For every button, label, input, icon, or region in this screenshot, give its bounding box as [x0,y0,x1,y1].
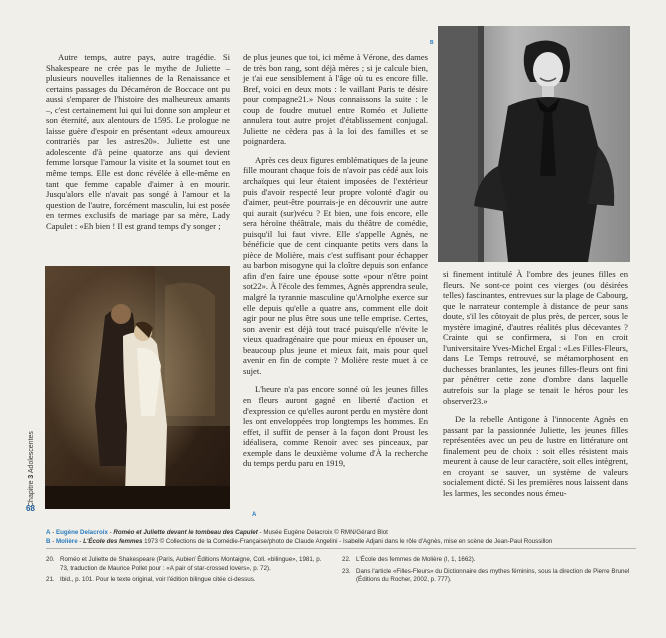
photo-image [438,26,630,262]
figure-captions [46,528,636,546]
footnote: 21. Ibid., p. 101. Pour le texte original, voir l'édition bilingue citée ci-dessus. [46,576,256,584]
figure-a-marker: A [252,512,257,518]
paragraph: Autre temps, autre pays, autre tragédie. Si Shakespeare ne crée pas le mythe de Juliette – plusieurs nouvelles italiennes de la Renaissance et certains passages du Décaméron de Boccace ont pu aussi s'emparer de l'histoire des malheureux amants –, c'est certainement lui qui lui donne son ampleur et son éternité, aux alentours de 1595. Le prologue ne laisse guère d'espoir en présentant «deux amoureux contrariés par les astres20». Juliette est une adolescente d'à peine quatorze ans qui devient femme lorsque l'amour la visite et la soumet tout en même temps. Elle est donc révélée à elle-même en tant que femme capable d'aimer à en mourir. Jusqu'alors elle n'avait pas songé à l'amour et la question de l'autre, forcément masculin, lui est posée en termes exclusifs de mariage par sa mère, Lady Capulet : «Eh bien ! Il est grand temps d'y songer ; [46,52,230,231]
text-column-2 [243,52,428,469]
caption-a: A - Eugène Delacroix - Roméo et Juliette devant le tombeau des Capulet - Musée Eugène Delacroix © RMN/Gérard Blot [46,529,388,536]
paragraph: si finement intitulé À l'ombre des jeunes filles en fleurs. Ne sont-ce point ces vierges (ou désirées telles) fascinantes, entrevues sur la plage de Cabourg, que le narrateur contemple à distance de peur sans doute, s'il les côtoyait de plus près, de percer, sous le mystère imaginé, d'autres réalités plus décevantes ? Crainte qui se confirmera, si l'on en croit l'universitaire Yves-Michel Ergal : «Les Filles-Fleurs, dans Le Temps retrouvé, se métamorphosent en duchesses branlantes, les jeunes filles-fleurs ont fini par pénétrer cette zone d'ombre dans laquelle autrefois sur la plage se tenait le héros pour les observer23.» [443,269,628,406]
figure-b-marker: B [430,40,434,46]
chapter-number: 3 [28,474,35,479]
footnote-divider [46,548,636,549]
photo-isabelle-adjani-figure [438,26,630,262]
paragraph: De la rebelle Antigone à l'innocente Agnès en passant par la passionnée Juliette, les jeunes filles représentées avec un peu de lustre en littérature ont finalement peu de choix : soit elles résistent mais meurent à cause de leur caractère, soit elles intègrent, en croyant se sauver, un système de valeurs socialement dicté. Si les premières nous laissent dans les larmes, les secondes nous émeu- [443,414,628,498]
chapter-title: Adolescentes [28,431,35,474]
footnotes-right [342,556,634,588]
text-column-3 [443,269,628,498]
footnotes-left [46,556,331,588]
footnote: 20. Roméo et Juliette de Shakespeare (Paris, Aubier/ Éditions Montaigne, Coll. «bilingue», 1981, p. 73, traduction de Maurice Pollet pour : «A pair of star-crossed lovers», p. 72). [46,556,322,572]
painting-romeo-juliette-figure [45,266,230,509]
page-number: 68 [26,504,35,513]
footnote: 23. Dans l'article «Filles-Fleurs» du Dictionnaire des mythes féminins, sous la direction de Pierre Brunel (Éditions du Rocher, 2002, p. 777). [342,567,630,584]
text-column-1 [46,52,230,231]
painting-image [45,266,230,509]
paragraph: L'heure n'a pas encore sonné où les jeunes filles en fleurs auront gagné en liberté d'action et d'expression ce qu'elles auront perdu en mystère dont les ont enveloppées trop longtemps les hommes. En effet, il suffit de penser à la façon dont Proust les idéalisera, comme Renoir avec ses pinceaux, par exemple dans le deuxième volume d'À la recherche du temps perdu paru en 1919, [243,384,428,469]
paragraph: Après ces deux figures emblématiques de la jeune fille mourant chaque fois de n'avoir pas cédé aux lois archaïques qui leur étaient imposées de l'extérieur puis d'avoir respecté leur propre volonté d'agir ou d'aimer, peut-être pourrais-je en découvrir une autre qui aurait (sur)vécu ? Et bien, une fois encore, elle sera héroïne théâtrale, mais du théâtre de comédie, puisqu'il lui faut vivre. Elle s'appelle Agnès, ne bénéficie que de cent cinquante petits vers dans la pièce de Molière, mais c'est suffisant pour échapper au barbon misogyne qui la cloître depuis son enfance afin d'en faire une épouse sotte «pour n'être point sot22». À l'école des femmes, Agnès apprendra seule, malgré la tyrannie masculine qu'Arnolphe exerce sur elle depuis qu'elle a quatre ans, comment elle doit agir pour ne plus être sous une telle emprise. Certes, son avenir est déjà tout tracé puisqu'elle n'évite le vieux quadragénaire que pour mieux en épouser un, beaucoup plus jeune et mieux fait, mais pour quel avenir en fin de compte ? Molière reste muet à ce sujet. [243,154,428,376]
chapter-label [28,431,40,507]
footnote: 22. L'École des femmes de Molière (I, 1, 1662). [342,556,476,563]
caption-b: B - Molière - L'École des femmes 1973 © Collections de la Comédie-Française/photo de Claude Angelini - Isabelle Adjani dans le rôle d'Agnès, mise en scène de Jean-Paul Roussillon [46,538,553,545]
paragraph: de plus jeunes que toi, ici même à Vérone, des dames de très bon rang, sont déjà mères ; si je calcule bien, je t'ai eue sensiblement à l'âge où tu es encore fille. Bref, voici en deux mots : le vaillant Paris te désire pour compagne21.» Nous connaissons la suite : le coup de foudre mutuel entre Roméo et Juliette annulera tout autre projet d'établissement conjugal. Juliette ne cèdera pas à la loi des familles et se poignardera. [243,52,428,147]
chapter-word: Chapitre [28,480,35,507]
